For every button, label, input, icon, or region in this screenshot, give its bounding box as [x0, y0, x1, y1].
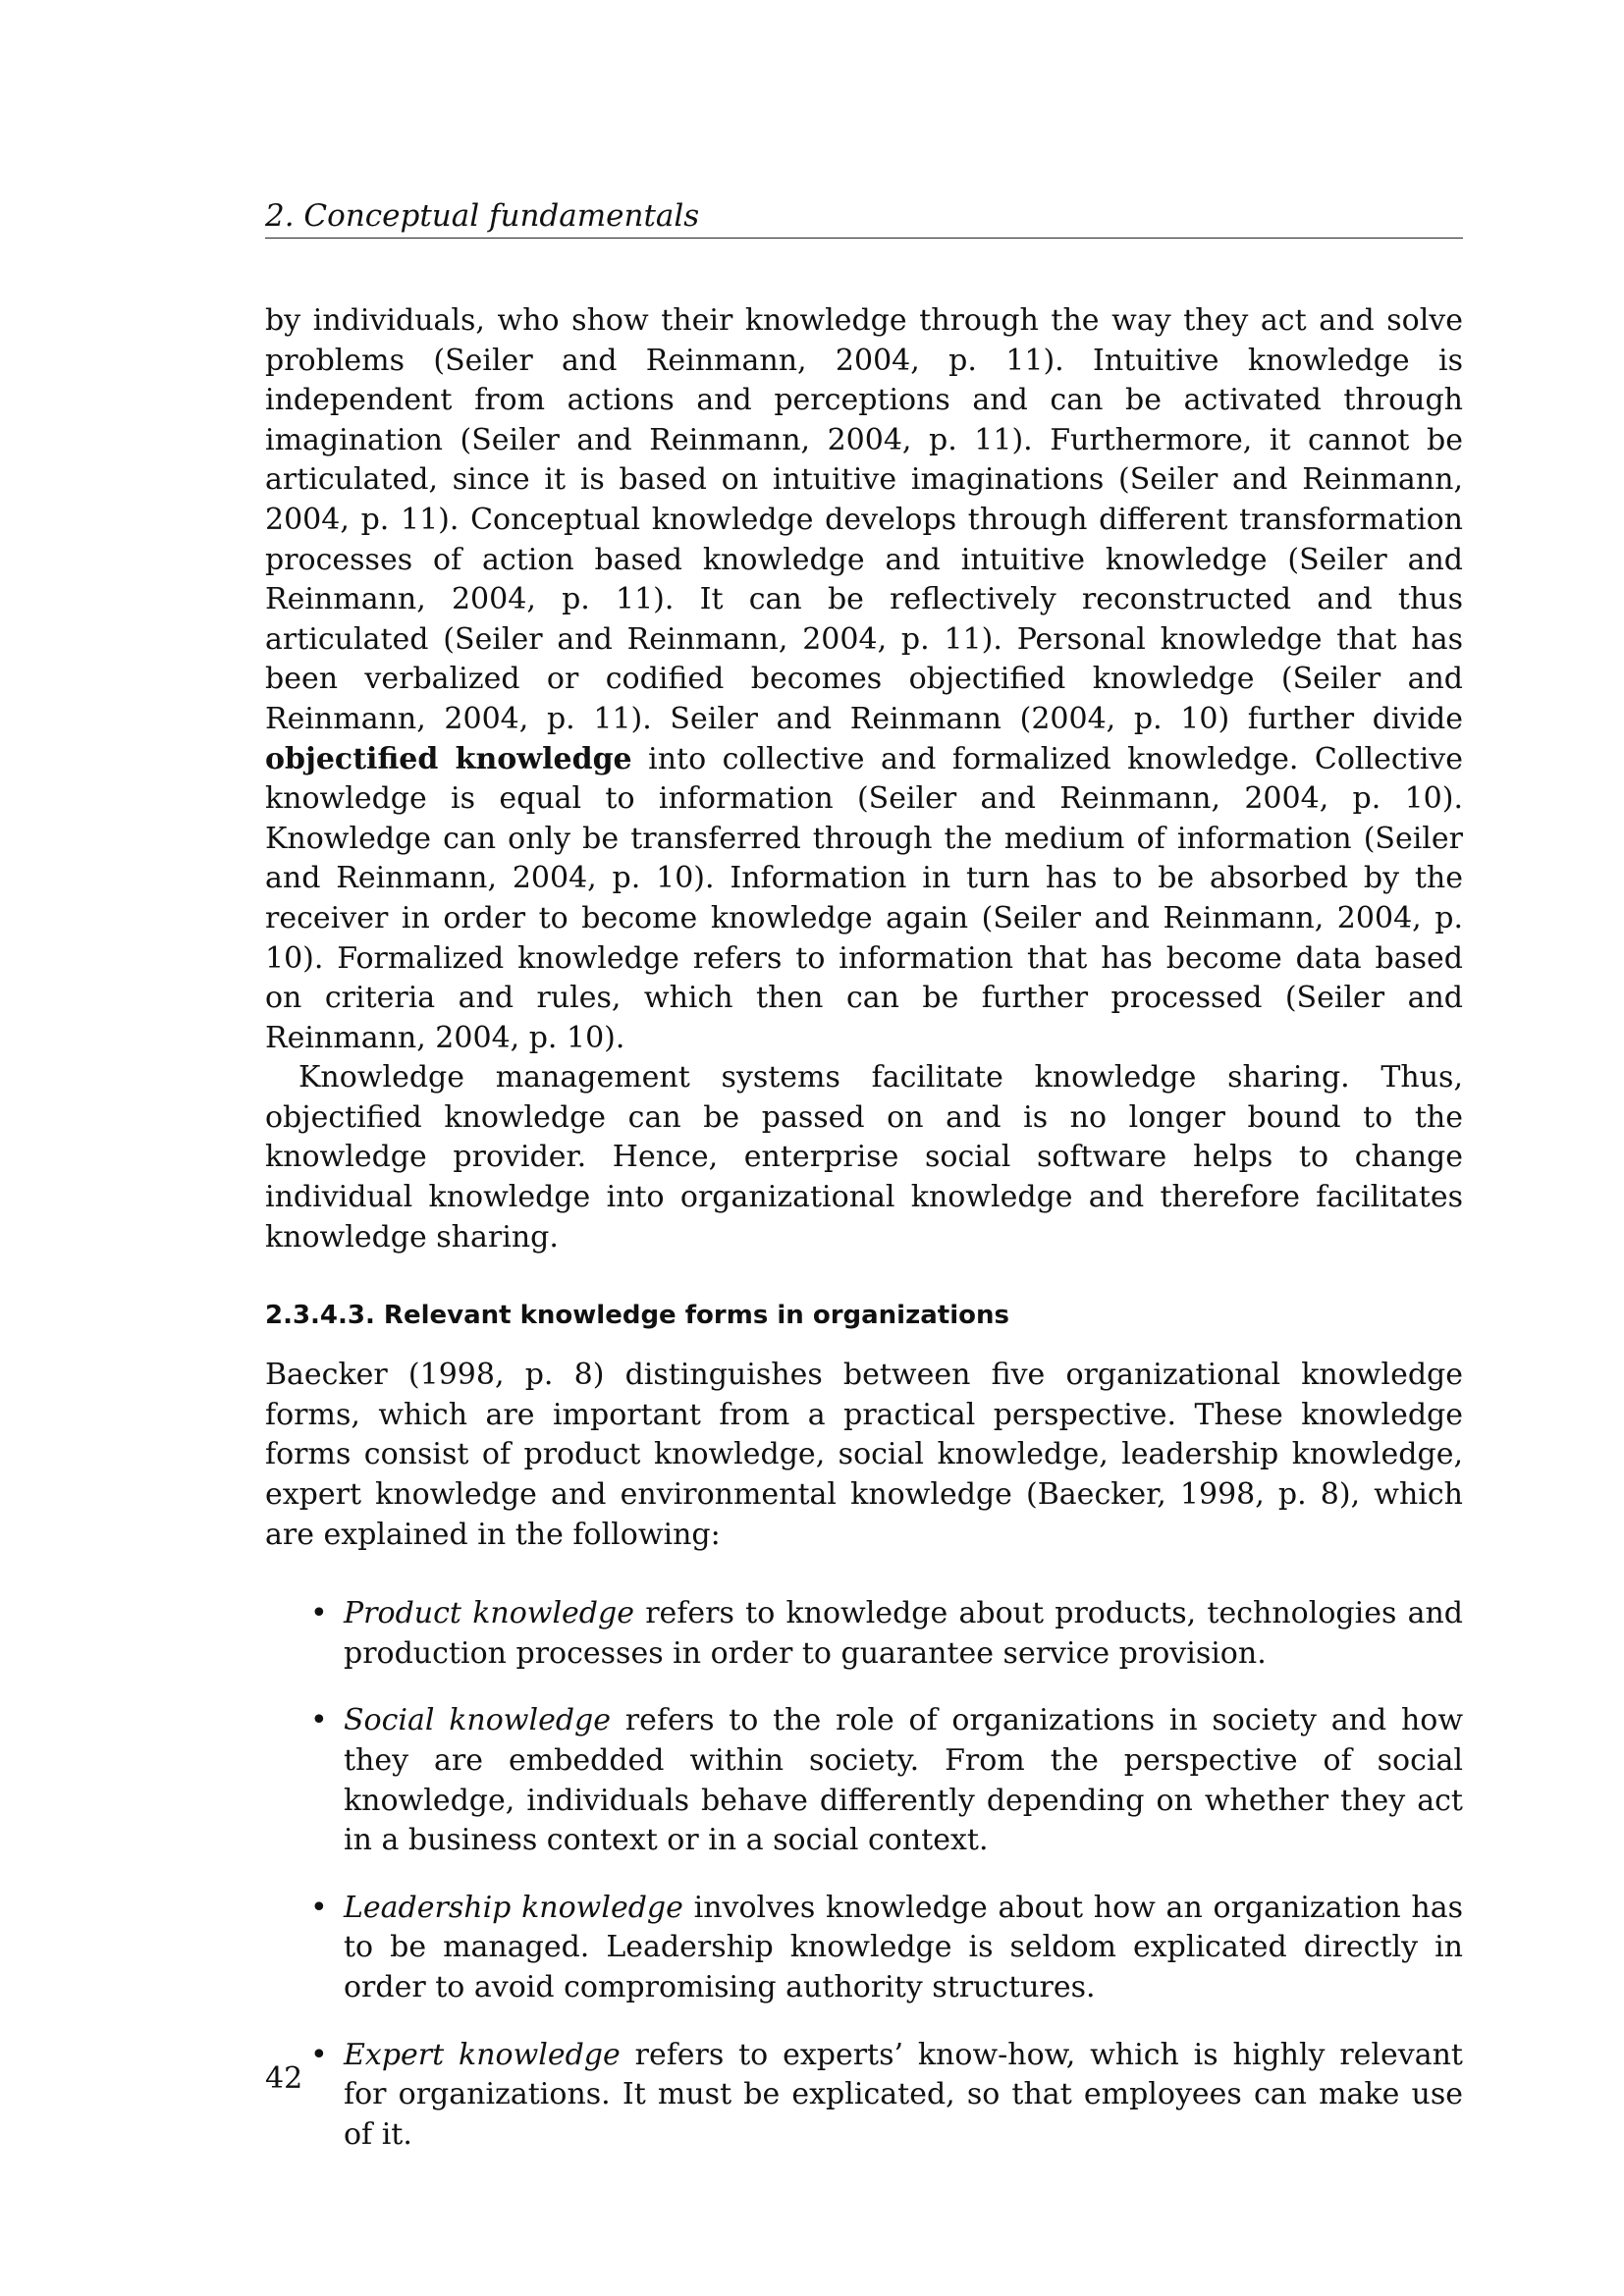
paragraph-knowledge-management: Knowledge management systems facilitate knowledge sharing. Thus, objectified knowledge can be passed on and is no longer bound to the knowledge provider. Hence, enterprise social software helps to change individual knowledge into organizational knowledge and therefore facilitates knowledge sharing.: [265, 1060, 1463, 1255]
paragraph-text: by individuals, who show their knowledge through the way they act and solve problems (Seiler and Reinmann, 2004, p. 11). Intuitive knowledge is independent from actions and perceptions and can be activated through imagination (Seiler and Reinmann, 2004, p. 11). Furthermore, it cannot be articulated, since it is based on intuitive imaginations (Seiler and Reinmann, 2004, p. 11). Conceptual knowledge develops through different transformation processes of action based knowledge and intuitive knowledge (Seiler and Reinmann, 2004, p. 11). It can be reflectively reconstructed and thus articulated (Seiler and Reinmann, 2004, p. 11). Personal knowledge that has been verbalized or codified becomes objectified knowledge (Seiler and Reinmann, 2004, p. 11). Seiler and Reinmann (2004, p. 10) further divide: [265, 303, 1463, 736]
body-content: [265, 301, 1463, 2182]
list-item-leadership-knowledge: [265, 1889, 1463, 2008]
knowledge-forms-list: [265, 1594, 1463, 2155]
list-item-product-knowledge: [265, 1594, 1463, 1674]
list-item-text: involves knowledge about how an organization has to be managed. Leadership knowledge is seldom explicated directly in order to avoid compromising authority structures.: [344, 1890, 1463, 2004]
list-item-social-knowledge: [265, 1701, 1463, 1860]
list-item-term: Product knowledge: [344, 1596, 634, 1631]
list-item-text: refers to knowledge about products, technologies and production processes in order to guarantee service provision.: [344, 1596, 1463, 1671]
bullet-icon: •: [310, 1703, 328, 1738]
page-number: 42: [265, 2061, 303, 2096]
list-item-text: refers to experts’ know-how, which is highly relevant for organizations. It must be explicated, so that employees can make use of it.: [344, 2037, 1463, 2152]
running-header: 2. Conceptual fundamentals: [265, 196, 1463, 239]
section-heading: 2.3.4.3. Relevant knowledge forms in organizations: [265, 1301, 1009, 1331]
list-item-term: Expert knowledge: [344, 2037, 621, 2072]
list-item-expert-knowledge: [265, 2036, 1463, 2156]
bullet-icon: •: [310, 1596, 328, 1631]
list-item-text: refers to the role of organizations in society and how they are embedded within society. From the perspective of social knowledge, individuals behave differently depending on whether they act in a business context or in a social context.: [344, 1703, 1464, 1858]
bold-term-objectified-knowledge: objectified knowledge: [265, 741, 632, 776]
list-item-term: Leadership knowledge: [344, 1890, 683, 1925]
bullet-icon: •: [310, 1890, 328, 1925]
bullet-icon: •: [310, 2037, 328, 2072]
paragraph-objectified-knowledge: [265, 301, 1463, 1058]
paragraph-section-intro: Baecker (1998, p. 8) distinguishes between five organizational knowledge forms, which are important from a practical perspective. These knowledge forms consist of product knowledge, social knowledge, leadership knowledge, expert knowledge and environmental knowledge (Baecker, 1998, p. 8), which are explained in the following:: [265, 1358, 1463, 1552]
list-item-term: Social knowledge: [344, 1703, 612, 1738]
paragraph-text: into collective and formalized knowledge. Collective knowledge is equal to information (Seiler and Reinmann, 2004, p. 10). Knowledge can only be transferred through the medium of information (Seiler and Reinmann, 2004, p. 10). Information in turn has to be absorbed by the receiver in order to become knowledge again (Seiler and Reinmann, 2004, p. 10). Formalized knowledge refers to information that has become data based on criteria and rules, which then can be further processed (Seiler and Reinmann, 2004, p. 10).: [265, 741, 1463, 1055]
